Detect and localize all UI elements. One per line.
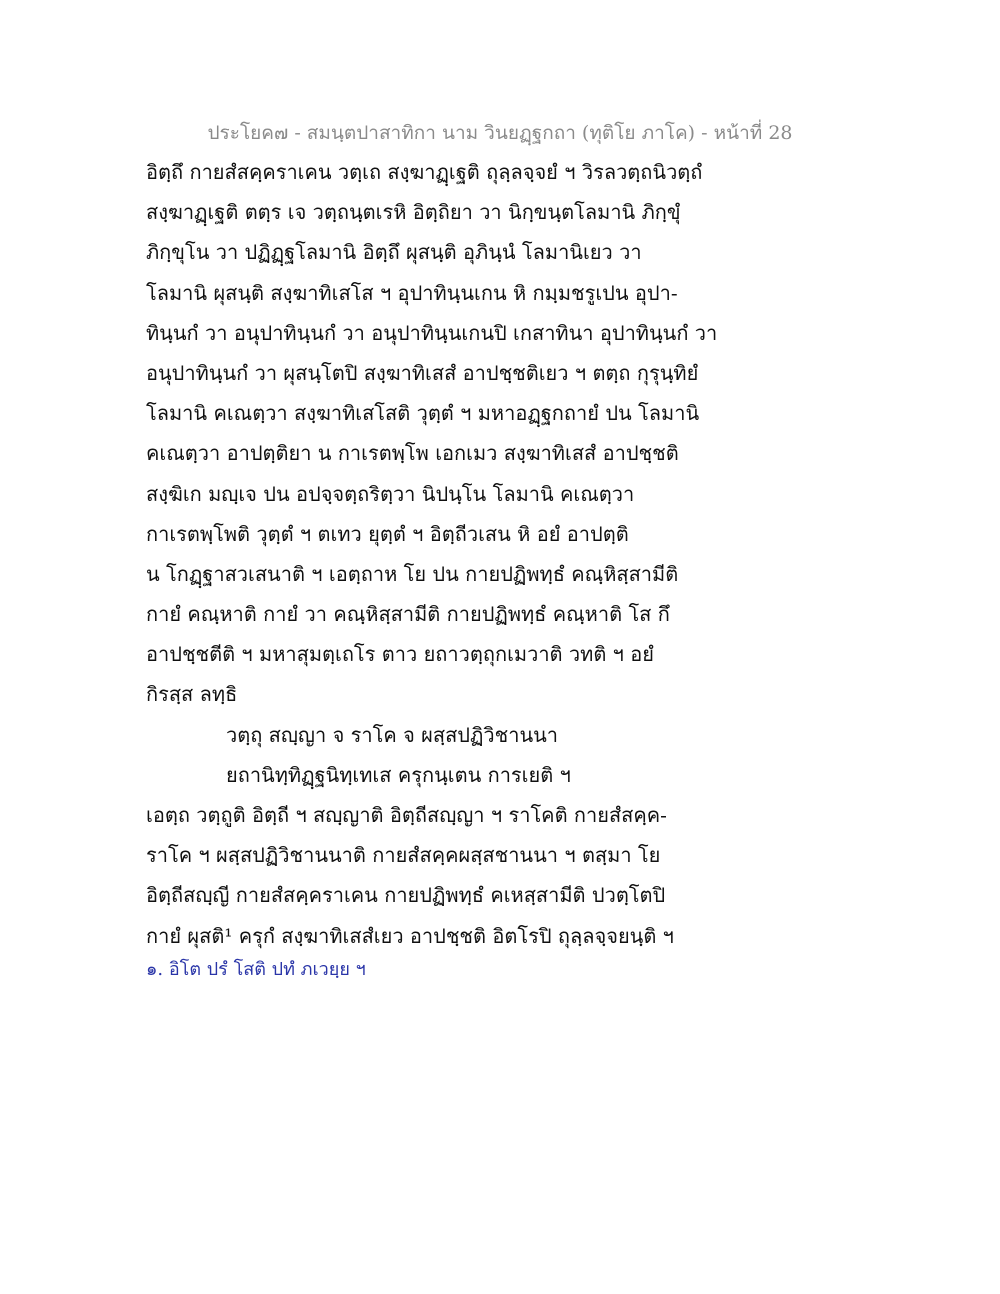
- text-line: คเณตฺวา อาปตฺติยา น กาเรตพฺโพ เอกเมว สงฺฆาทิเสสํ อาปชฺชติ: [146, 441, 679, 466]
- verse-line: ยถานิทฺทิฏฺฐนิทฺเทเส ครุกนฺเตน การเยติ ฯ: [226, 762, 571, 787]
- text-line: อิตฺถีสญฺญี กายสํสคฺคราเคน กายปฏิพทฺธํ คเหสฺสามีติ ปวตฺโตปิ: [146, 883, 666, 908]
- text-line: อนุปาทินฺนกํ วา ผุสนฺโตปิ สงฺฆาทิเสสํ อาปชฺชติเยว ฯ ตตฺถ กุรุนฺทิยํ: [146, 360, 699, 385]
- text-line: กาเรตพฺโพติ วุตฺตํ ฯ ตเทว ยุตฺตํ ฯ อิตฺถีวเสน หิ อยํ อาปตฺติ: [146, 521, 629, 546]
- text-line: เอตฺถ วตฺถูติ อิตฺถี ฯ สญฺญาติ อิตฺถีสญฺญา ฯ ราโคติ กายสํสคฺค-: [146, 803, 667, 827]
- verse-line: วตฺถุ สญฺญา จ ราโค จ ผสฺสปฏิวิชานนา: [226, 722, 559, 747]
- text-line: สงฺฆิเก มญฺเจ ปน อปจฺจตฺถริตฺวา นิปนฺโน โลมานิ คเณตฺวา: [146, 481, 635, 506]
- text-line: น โกฏฺฐาสวเสนาติ ฯ เอตฺถาห โย ปน กายปฏิพทฺธํ คณฺหิสฺสามีติ: [146, 561, 679, 586]
- text-line: อิตฺถึ กายสํสคฺคราเคน วตฺเถ สงฺฆาฏฺเฐติ ถุลฺลจฺจยํ ฯ วิรลวตฺถนิวตฺถํ: [146, 160, 703, 184]
- text-line: ทินฺนกํ วา อนุปาทินฺนกํ วา อนุปาทินฺนเกนปิ เกสาทินา อุปาทินฺนกํ วา: [146, 320, 718, 345]
- text-line: อาปชฺชตีติ ฯ มหาสุมตฺเถโร ตาว ยถาวตฺถุกเมวาติ วทติ ฯ อยํ: [146, 642, 654, 667]
- text-line: โลมานิ คเณตฺวา สงฺฆาทิเสโสติ วุตฺตํ ฯ มหาอฏฺฐกถายํ ปน โลมานิ: [146, 401, 700, 426]
- footnote: ๑. อิโต ปรํ โสติ ปทํ ภเวยฺย ฯ: [146, 959, 366, 980]
- text-line: โลมานิ ผุสนฺติ สงฺฆาทิเสโส ฯ อุปาทินฺนเกน หิ กมฺมชรูเปน อุปา-: [146, 280, 678, 305]
- text-line: กายํ ผุสติ¹ ครุกํ สงฺฆาทิเสสํเยว อาปชฺชติ อิตโรปิ ถุลฺลจฺจยนฺติ ฯ: [146, 923, 674, 948]
- page-header: ประโยค๗ - สมนฺตปาสาทิกา นาม วินยฏฺฐกถา (ทุติโย ภาโค) - หน้าที่ 28: [207, 122, 793, 144]
- text-line: ราโค ฯ ผสฺสปฏิวิชานนาติ กายสํสคฺคผสฺสชานนา ฯ ตสฺมา โย: [146, 843, 661, 868]
- text-line: กิรสฺส ลทฺธิ: [146, 682, 238, 707]
- text-line: กายํ คณฺหาติ กายํ วา คณฺหิสฺสามีติ กายปฏิพทฺธํ คณฺหาติ โส กึ: [146, 602, 670, 627]
- body-text: [146, 152, 866, 956]
- text-line: สงฺฆาฏฺเฐติ ตตฺร เจ วตฺถนฺตเรหิ อิตฺถิยา วา นิกฺขนฺตโลมานิ ภิกฺขุํ: [146, 200, 681, 225]
- text-line: ภิกฺขุโน วา ปฏิฏฺฐโลมานิ อิตฺถึ ผุสนฺติ อุภินฺนํ โลมานิเยว วา: [146, 240, 642, 265]
